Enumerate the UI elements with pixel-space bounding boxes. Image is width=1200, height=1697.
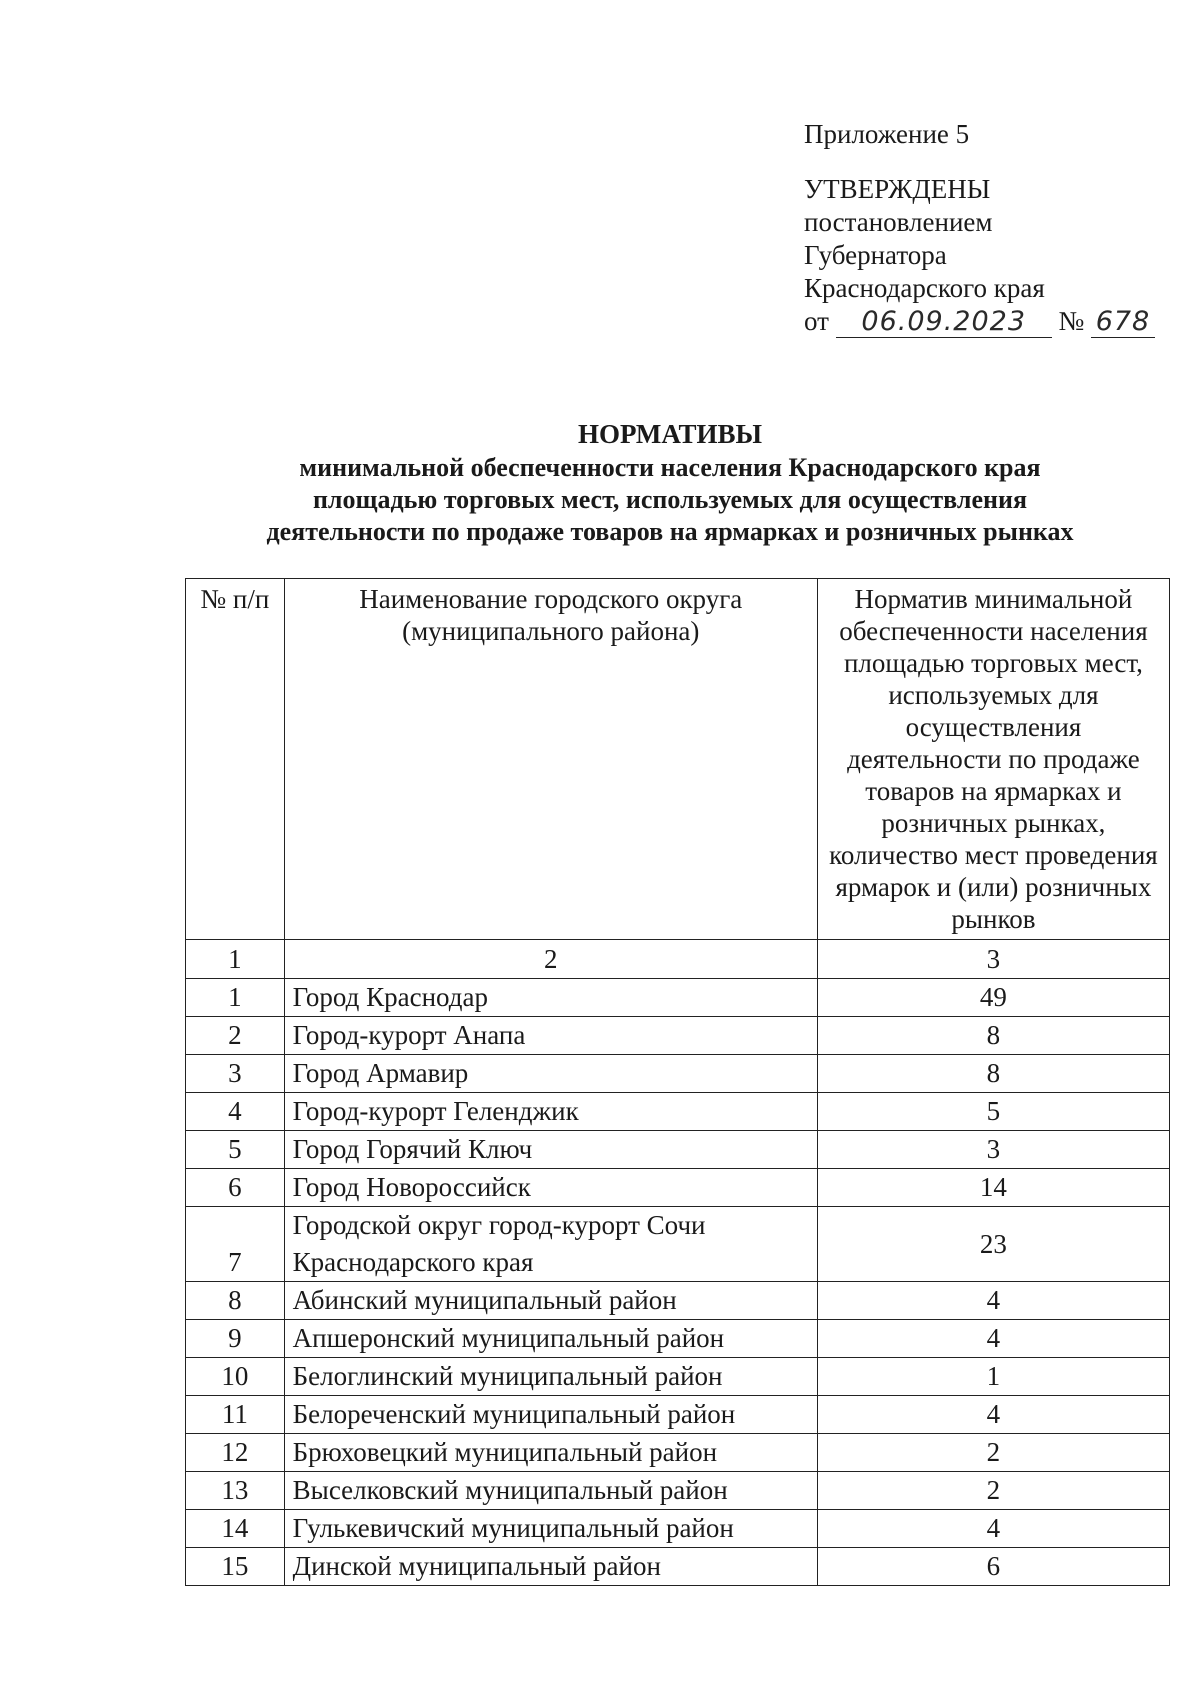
table-row	[186, 1320, 1170, 1358]
title-main: НОРМАТИВЫ	[577, 419, 763, 449]
row-value: 14	[817, 1169, 1169, 1207]
row-number: 14	[186, 1510, 285, 1548]
column-number-3: 3	[817, 940, 1169, 979]
header-norm: Норматив минимальной обеспеченности населения площадью торговых мест, используемых для осуществления деятельности по продаже товаров на ярмарках и розничных рынках, количество мест проведения ярмарок и (или) розничных рынков	[817, 579, 1169, 940]
table-row	[186, 1017, 1170, 1055]
row-number: 9	[186, 1320, 285, 1358]
row-value: 4	[817, 1320, 1169, 1358]
table-row	[186, 1207, 1170, 1282]
title-sub-1: минимальной обеспеченности населения Краснодарского края	[299, 453, 1041, 482]
row-name: Белоглинский муниципальный район	[284, 1358, 817, 1396]
column-number-1: 1	[186, 940, 285, 979]
document-title	[200, 418, 1140, 548]
row-value: 8	[817, 1017, 1169, 1055]
table-row	[186, 1548, 1170, 1586]
table-row	[186, 1131, 1170, 1169]
row-name: Городской округ город-курорт Сочи Краснодарского края	[284, 1207, 817, 1282]
number-label: №	[1058, 306, 1085, 336]
row-value: 6	[817, 1548, 1169, 1586]
row-number: 7	[186, 1207, 285, 1282]
row-name: Город-курорт Анапа	[284, 1017, 817, 1055]
row-number: 5	[186, 1131, 285, 1169]
table-body	[186, 979, 1170, 1586]
row-name: Город-курорт Геленджик	[284, 1093, 817, 1131]
title-sub-2: площадью торговых мест, используемых для осуществления	[312, 485, 1028, 514]
row-value: 2	[817, 1434, 1169, 1472]
row-name: Брюховецкий муниципальный район	[284, 1434, 817, 1472]
row-number: 6	[186, 1169, 285, 1207]
row-number: 1	[186, 979, 285, 1017]
row-name: Гулькевичский муниципальный район	[284, 1510, 817, 1548]
header-number: № п/п	[186, 579, 285, 940]
row-name: Динской муниципальный район	[284, 1548, 817, 1586]
approval-line-2: Губернатора	[804, 240, 947, 270]
row-value: 1	[817, 1358, 1169, 1396]
norms-table	[185, 578, 1170, 1586]
row-value: 4	[817, 1510, 1169, 1548]
column-number-row	[186, 940, 1170, 979]
row-number: 15	[186, 1548, 285, 1586]
row-name: Белореченский муниципальный район	[284, 1396, 817, 1434]
row-name: Апшеронский муниципальный район	[284, 1320, 817, 1358]
row-name: Город Армавир	[284, 1055, 817, 1093]
table-row	[186, 979, 1170, 1017]
row-value: 8	[817, 1055, 1169, 1093]
approved-label: УТВЕРЖДЕНЫ	[804, 174, 991, 204]
row-value: 3	[817, 1131, 1169, 1169]
row-name: Абинский муниципальный район	[284, 1282, 817, 1320]
column-number-2: 2	[284, 940, 817, 979]
row-number: 11	[186, 1396, 285, 1434]
table-row	[186, 1434, 1170, 1472]
table-row	[186, 1472, 1170, 1510]
from-label: от	[804, 306, 829, 336]
approval-block	[804, 118, 1164, 338]
approval-line-3: Краснодарского края	[804, 273, 1045, 303]
row-number: 3	[186, 1055, 285, 1093]
row-number: 8	[186, 1282, 285, 1320]
row-value: 23	[817, 1207, 1169, 1282]
table-row	[186, 1358, 1170, 1396]
table-row	[186, 1169, 1170, 1207]
table-row	[186, 1093, 1170, 1131]
appendix-label: Приложение 5	[804, 119, 970, 149]
table-row	[186, 1510, 1170, 1548]
row-name: Выселковский муниципальный район	[284, 1472, 817, 1510]
handwritten-number: 678	[1091, 307, 1155, 338]
header-name: Наименование городского округа (муниципального района)	[284, 579, 817, 940]
row-number: 10	[186, 1358, 285, 1396]
header-row	[186, 579, 1170, 940]
row-number: 2	[186, 1017, 285, 1055]
date-number-line	[804, 305, 1164, 338]
table-row	[186, 1396, 1170, 1434]
row-number: 13	[186, 1472, 285, 1510]
row-value: 4	[817, 1282, 1169, 1320]
table-row	[186, 1055, 1170, 1093]
row-name: Город Новороссийск	[284, 1169, 817, 1207]
row-value: 2	[817, 1472, 1169, 1510]
handwritten-date: 06.09.2023	[836, 307, 1052, 338]
row-number: 4	[186, 1093, 285, 1131]
row-number: 12	[186, 1434, 285, 1472]
approval-line-1: постановлением	[804, 207, 993, 237]
row-name: Город Краснодар	[284, 979, 817, 1017]
row-value: 4	[817, 1396, 1169, 1434]
title-sub-3: деятельности по продаже товаров на ярмарках и розничных рынках	[266, 517, 1074, 546]
row-value: 5	[817, 1093, 1169, 1131]
row-name: Город Горячий Ключ	[284, 1131, 817, 1169]
row-value: 49	[817, 979, 1169, 1017]
table-row	[186, 1282, 1170, 1320]
